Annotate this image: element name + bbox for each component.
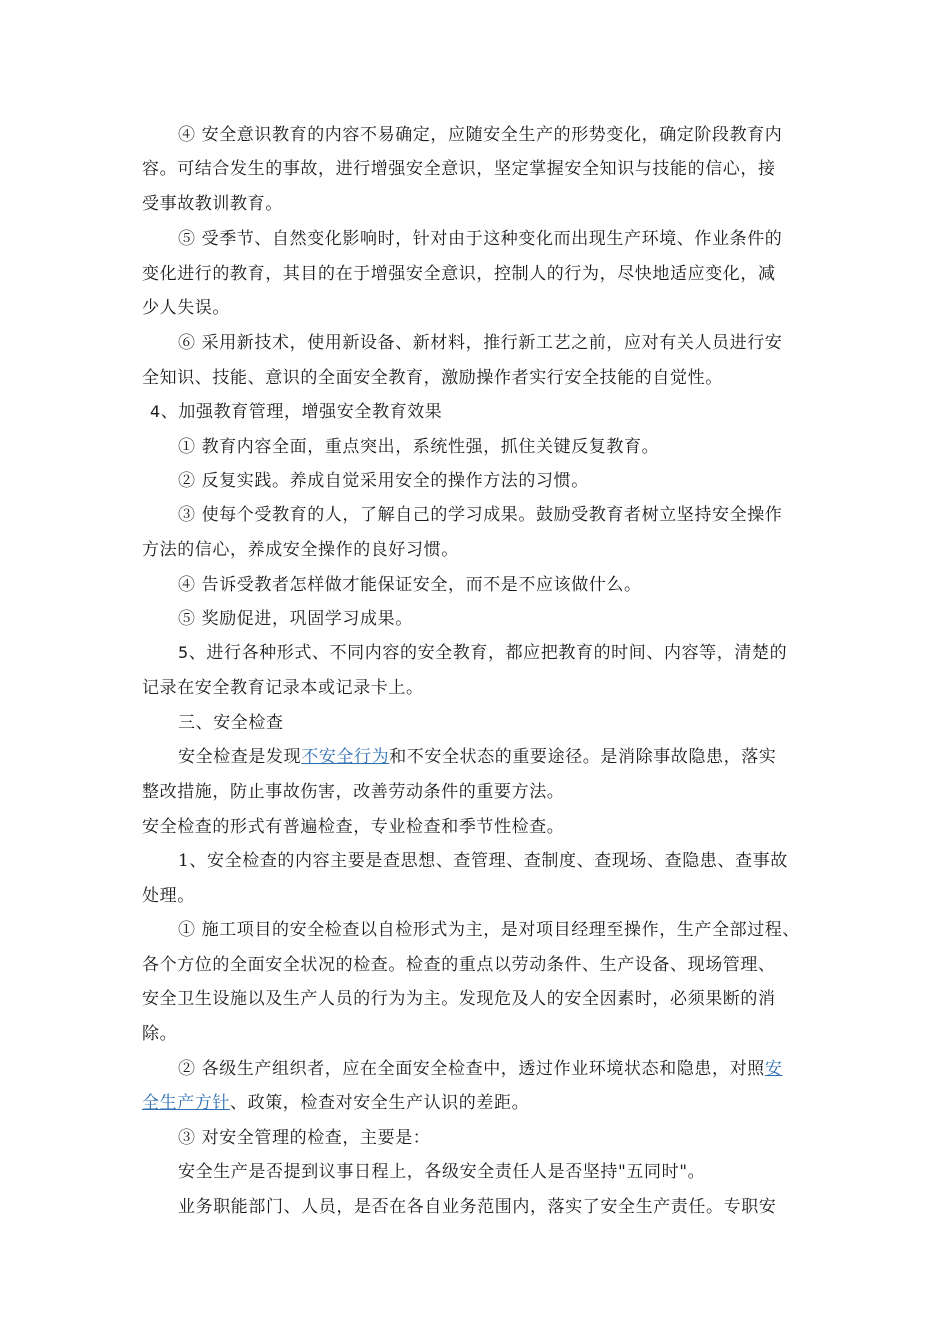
- paragraph-line: 少人失误。: [142, 298, 230, 318]
- paragraph-line: 整改措施，防止事故伤害，改善劳动条件的重要方法。: [142, 782, 565, 802]
- section-number: 4: [150, 402, 161, 421]
- paragraph-line: [178, 745, 776, 769]
- section-heading: [150, 400, 442, 424]
- paragraph-line: 记录在安全教育记录本或记录卡上。: [142, 678, 424, 698]
- paragraph-line: 安全卫生设施以及生产人员的行为为主。发现危及人的安全因素时，必须果断的消: [142, 989, 776, 1009]
- paragraph-line: 容。可结合发生的事故，进行增强安全意识，坚定掌握安全知识与技能的信心，接: [142, 159, 776, 179]
- paragraph-line: ④ 安全意识教育的内容不易确定，应随安全生产的形势变化，确定阶段教育内: [178, 125, 783, 145]
- paragraph-text: 、进行各种形式、不同内容的安全教育，都应把教育的时间、内容等，清楚的: [188, 643, 788, 663]
- paragraph-line: [142, 1091, 529, 1115]
- item-number: 5: [178, 643, 189, 662]
- paragraph-text: ② 各级生产组织者，应在全面安全检查中，透过作业环境状态和隐患，对照: [178, 1059, 765, 1079]
- safety-policy-link-cont[interactable]: 全生产方针: [142, 1093, 230, 1113]
- paragraph-line: 业务职能部门、人员，是否在各自业务范围内，落实了安全生产责任。专职安: [178, 1197, 777, 1217]
- paragraph-line: 处理。: [142, 886, 195, 906]
- paragraph-line: [178, 641, 787, 665]
- list-item: ④ 告诉受教者怎样做才能保证安全，而不是不应该做什么。: [178, 575, 642, 595]
- list-item: ⑤ 奖励促进，巩固学习成果。: [178, 609, 413, 629]
- section-heading: 三、安全检查: [178, 713, 284, 733]
- list-item: ① 施工项目的安全检查以自检形式为主，是对项目经理至操作，生产全部过程、: [178, 920, 801, 940]
- list-item: [178, 1057, 782, 1081]
- paragraph-line: ⑥ 采用新技术，使用新设备、新材料，推行新工艺之前，应对有关人员进行安: [178, 333, 783, 353]
- unsafe-behavior-link[interactable]: 不安全行为: [301, 747, 390, 767]
- paragraph-line: 安全生产是否提到议事日程上，各级安全责任人是否坚持"五同时"。: [178, 1162, 706, 1182]
- list-item: ① 教育内容全面，重点突出，系统性强，抓住关键反复教育。: [178, 437, 660, 457]
- section-heading-text: 、加强教育管理，增强安全教育效果: [160, 402, 443, 422]
- paragraph-text: 、政策，检查对安全生产认识的差距。: [230, 1093, 530, 1113]
- paragraph-text: 和不安全状态的重要途径。是消除事故隐患，落实: [389, 747, 777, 767]
- paragraph-line: 受事故教训教育。: [142, 194, 283, 214]
- paragraph-line: 变化进行的教育，其目的在于增强安全意识，控制人的行为，尽快地适应变化，减: [142, 264, 776, 284]
- list-item: ③ 使每个受教育的人，了解自己的学习成果。鼓励受教育者树立坚持安全操作: [178, 505, 783, 525]
- paragraph-line: 各个方位的全面安全状况的检查。检查的重点以劳动条件、生产设备、现场管理、: [142, 955, 776, 975]
- paragraph-line: 全知识、技能、意识的全面安全教育，激励操作者实行安全技能的自觉性。: [142, 368, 723, 388]
- list-item: ③ 对安全管理的检查，主要是：: [178, 1128, 431, 1148]
- list-item: ② 反复实践。养成自觉采用安全的操作方法的习惯。: [178, 471, 589, 491]
- paragraph-line: ⑤ 受季节、自然变化影响时，针对由于这种变化而出现生产环境、作业条件的: [178, 229, 783, 249]
- paragraph-line: 方法的信心，养成安全操作的良好习惯。: [142, 540, 459, 560]
- safety-policy-link[interactable]: 安: [764, 1059, 783, 1079]
- paragraph-line: 除。: [142, 1024, 178, 1044]
- paragraph-line: 安全检查的形式有普遍检查，专业检查和季节性检查。: [142, 817, 565, 837]
- paragraph-line: 1、安全检查的内容主要是查思想、查管理、查制度、查现场、查隐患、查事故: [178, 851, 788, 871]
- paragraph-text: 安全检查是发现: [178, 747, 302, 767]
